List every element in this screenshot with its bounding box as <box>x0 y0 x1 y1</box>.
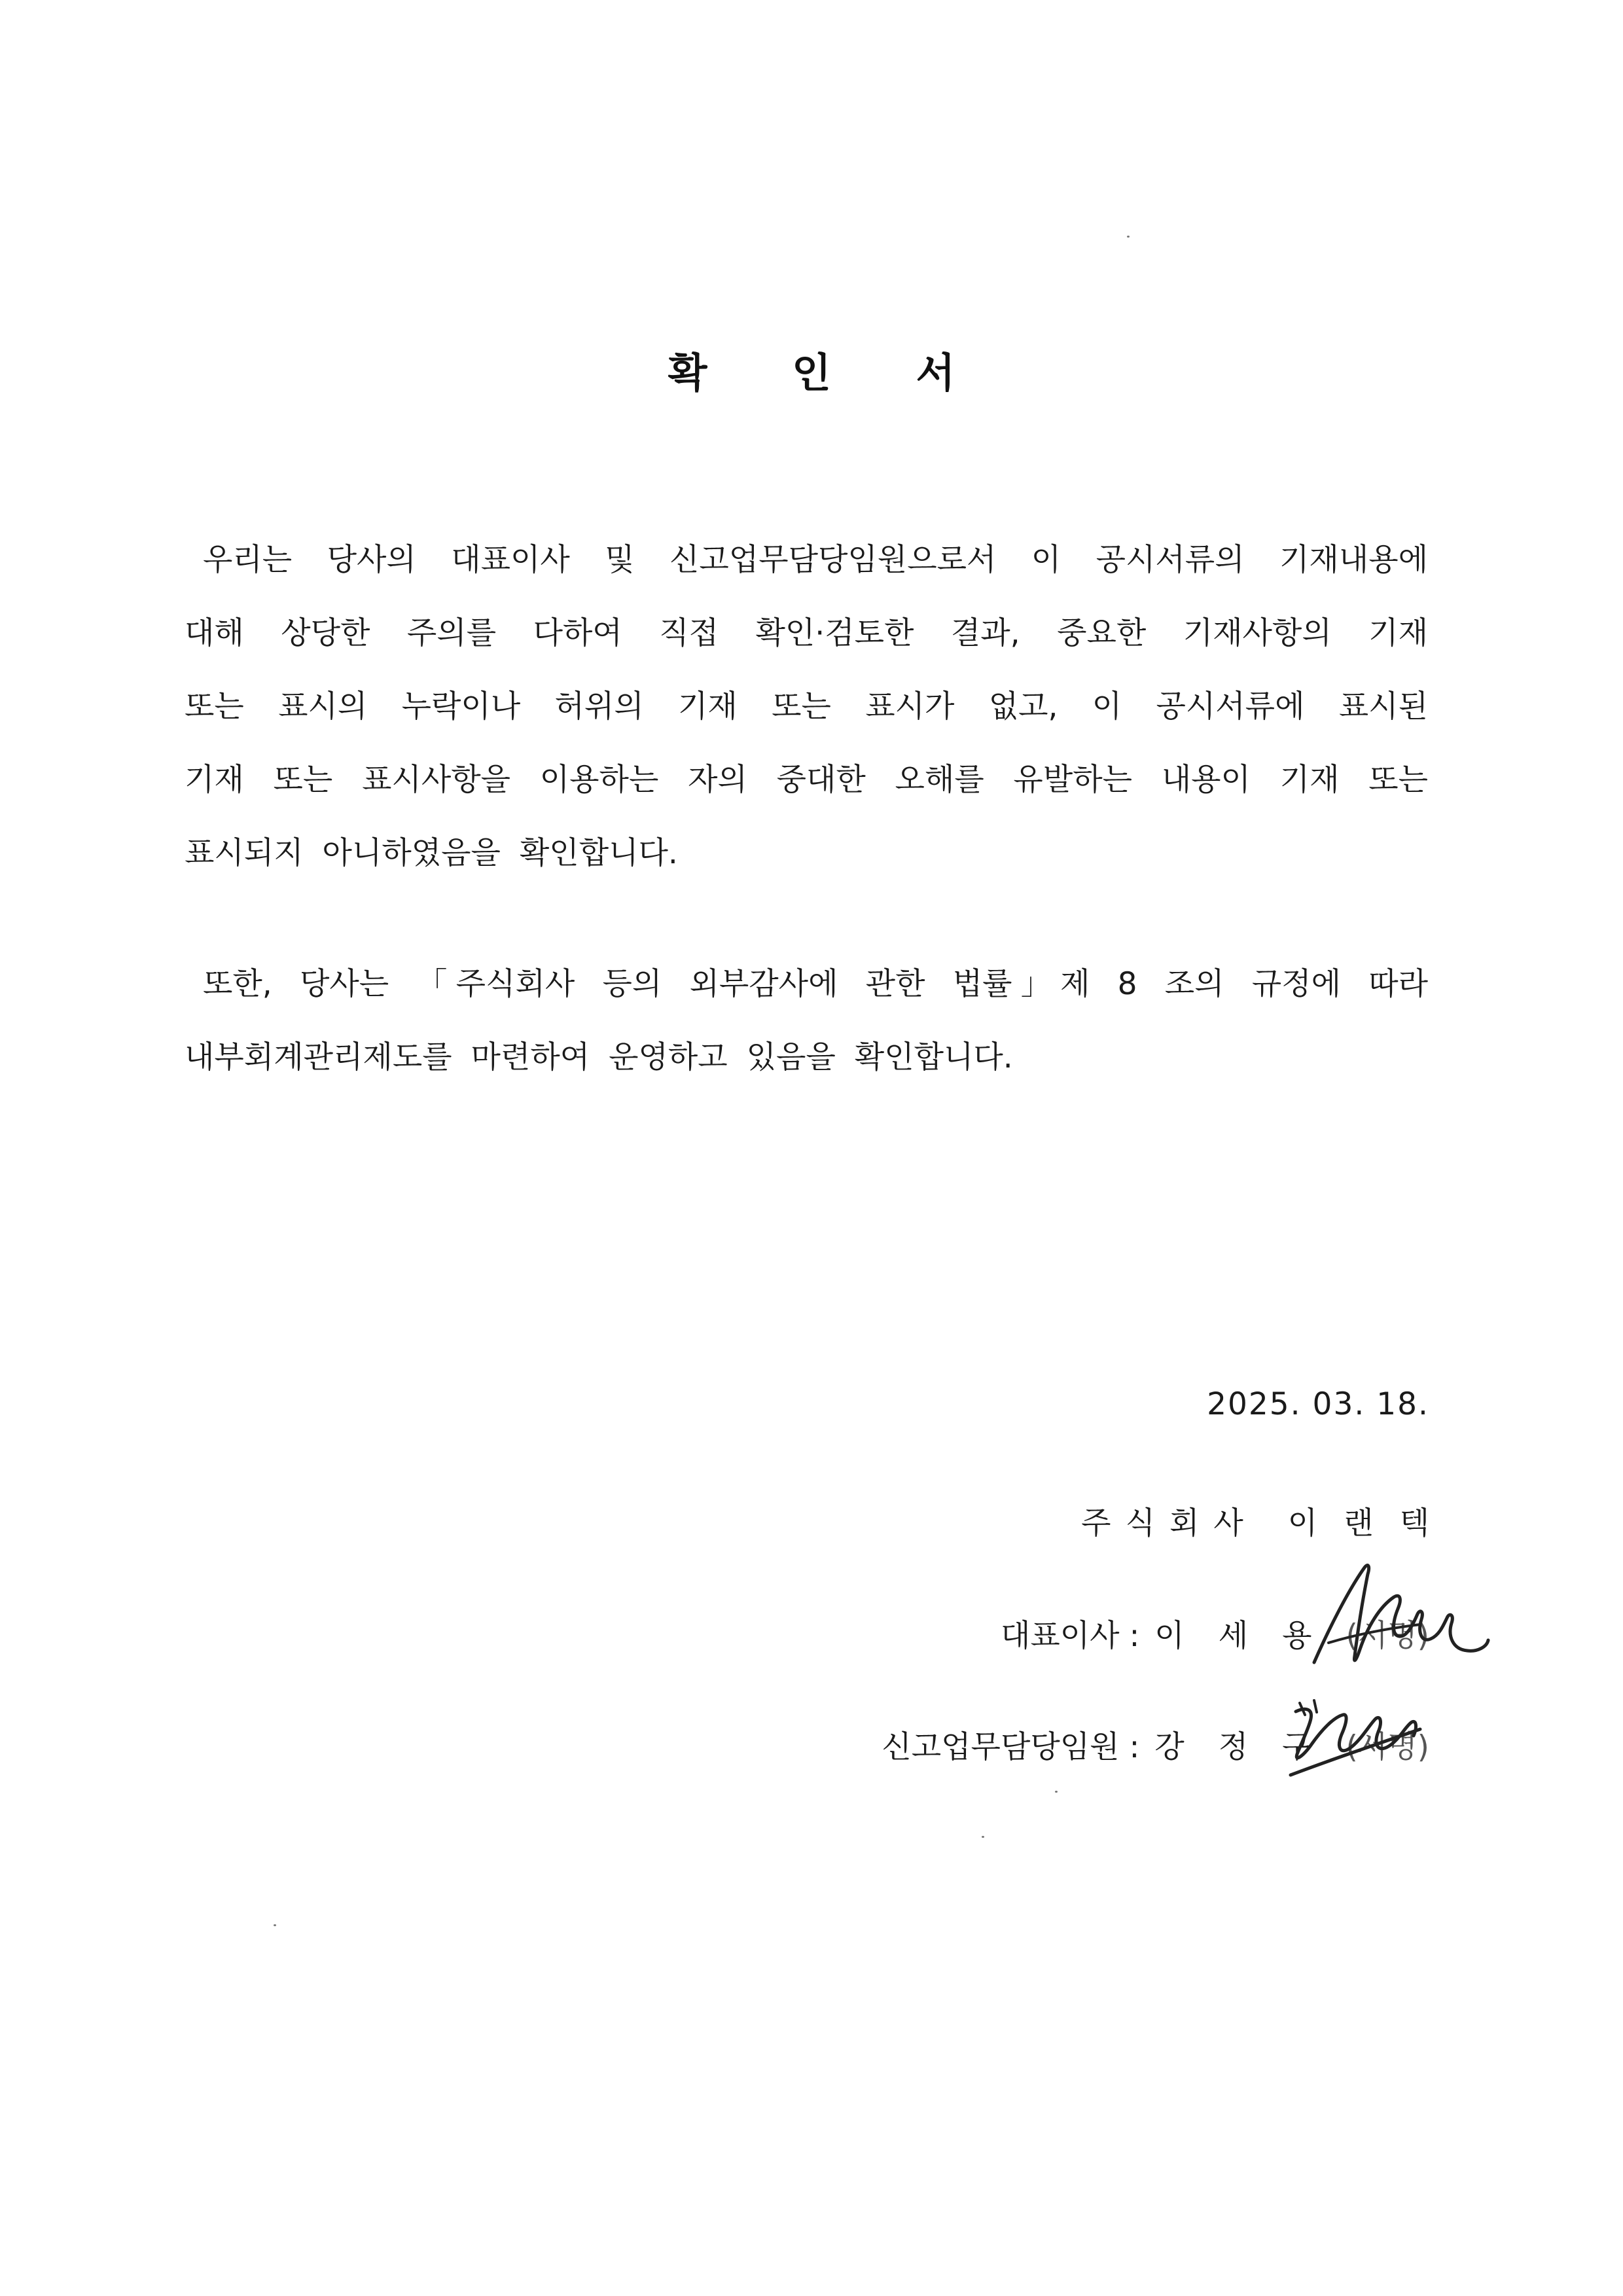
scan-speck <box>1055 1791 1058 1793</box>
company-line <box>1081 1499 1455 1543</box>
paragraph-internal-control <box>185 948 1428 1094</box>
ceo-seal-label: (서명) <box>1346 1618 1429 1654</box>
company-name: 이랜텍 <box>1287 1505 1455 1541</box>
paragraph-line: 기재 또는 표시사항을 이용하는 자의 중대한 오해를 유발하는 내용이 기재 또는 <box>185 762 1428 798</box>
paragraph-line: 내부회계관리제도를 마련하여 운영하고 있음을 확인합니다. <box>185 1039 1013 1075</box>
ceo-line <box>1001 1611 1429 1655</box>
company-label: 주식회사 <box>1081 1505 1258 1541</box>
scan-speck <box>274 1924 276 1926</box>
officer-seal-label: (서명) <box>1346 1729 1429 1765</box>
paragraph-line: 우리는 당사의 대표이사 및 신고업무담당임원으로서 이 공시서류의 기재내용에 <box>203 542 1428 578</box>
ceo-role: 대표이사 : <box>1000 1618 1140 1654</box>
scan-speck <box>1127 236 1130 238</box>
paragraph-line: 표시되지 아니하였음을 확인합니다. <box>185 835 678 871</box>
paragraph-confirmation <box>185 524 1428 890</box>
paragraph-line: 또한, 당사는 「주식회사 등의 외부감사에 관한 법률」제 8 조의 규정에 따라 <box>203 966 1428 1002</box>
officer-role: 신고업무담당임원 : <box>882 1729 1140 1765</box>
paragraph-line: 또는 표시의 누락이나 허위의 기재 또는 표시가 없고, 이 공시서류에 표시된 <box>185 689 1428 725</box>
officer-line <box>882 1723 1429 1767</box>
document-date: 2025. 03. 18. <box>1207 1386 1429 1422</box>
scan-speck <box>982 1836 984 1838</box>
document-title: 확 인 서 <box>668 349 991 397</box>
paragraph-line: 대해 상당한 주의를 다하여 직접 확인·검토한 결과, 중요한 기재사항의 기재 <box>185 615 1428 651</box>
officer-name: 강정구 <box>1154 1729 1346 1765</box>
ceo-name: 이세용 <box>1154 1618 1346 1654</box>
